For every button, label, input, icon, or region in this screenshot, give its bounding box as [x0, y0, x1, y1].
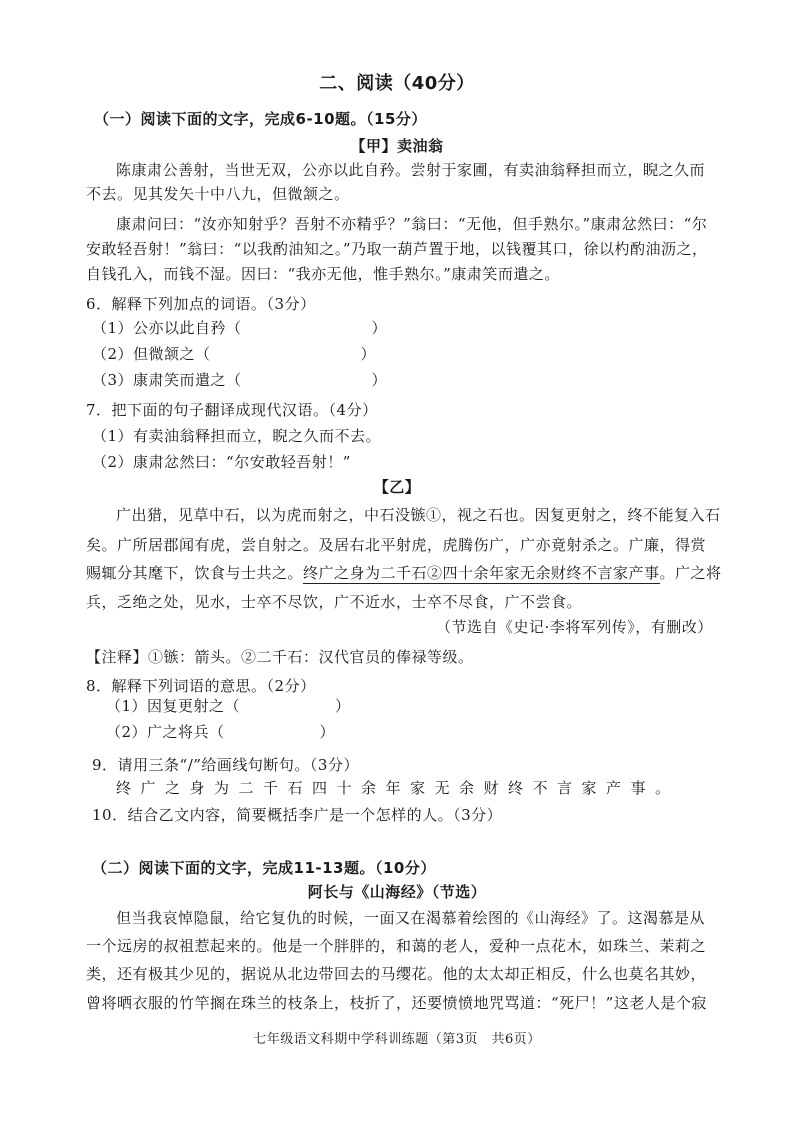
q6-item-2: （2）但微颔之（ ）	[92, 345, 377, 363]
part2-line-4: 曾将晒衣服的竹竿搁在珠兰的枝条上，枝折了，还要愤愤地咒骂道：“死尸！”这老人是个寂	[86, 994, 707, 1012]
yi-title: 【乙】	[373, 478, 421, 496]
part2-line-1: 但当我哀悼隐鼠，给它复仇的时候，一面又在渴慕着绘图的《山海经》了。这渴慕是从	[116, 909, 706, 927]
q8-item-2: （2）广之将兵（ ）	[106, 723, 336, 741]
question-8: 8．解释下列词语的意思。（2分）	[86, 677, 316, 695]
source-citation: （节选自《史记·李将军列传》，有删改）	[436, 618, 713, 636]
yi-line-2: 矣。广所居郡闻有虎，尝自射之。及居右北平射虎，虎腾伤广，广亦竟射杀之。广廉，得赏	[86, 536, 707, 554]
q6-item-1: （1）公亦以此自矜（ ）	[92, 319, 388, 337]
part2-title: 阿长与《山海经》（节选）	[307, 883, 487, 901]
part1-heading: （一）阅读下面的文字，完成6-10题。（15分）	[94, 110, 427, 128]
jia-line-3: 康肃问曰：“汝亦知射乎？吾射不亦精乎？”翁曰：“无他，但手熟尔。”康肃忿然曰：“尔	[116, 215, 708, 233]
q6-item-3: （3）康肃笑而遣之（ ）	[92, 371, 388, 389]
question-10: 10．结合乙文内容，简要概括李广是一个怎样的人。（3分）	[92, 806, 503, 824]
jia-title: 【甲】卖油翁	[350, 137, 444, 155]
jia-line-1: 陈康肃公善射，当世无双，公亦以此自矜。尝射于家圃，有卖油翁释担而立，睨之久而	[116, 161, 706, 179]
q8-item-1: （1）因复更射之（ ）	[106, 697, 351, 715]
q9-sentence: 终广之身为二千石四十余年家无余财终不言家产事。	[116, 779, 680, 797]
part2-line-2: 一个远房的叔祖惹起来的。他是一个胖胖的，和蔼的老人，爱种一点花木，如珠兰、茉莉之	[86, 937, 707, 955]
yi-line-1: 广出猎，见草中石，以为虎而射之，中石没镞①，视之石也。因复更射之，终不能复入石	[116, 506, 721, 524]
question-9: 9．请用三条“/”给画线句断句。（3分）	[92, 756, 359, 774]
q7-item-1: （1）有卖油翁释担而立，睨之久而不去。	[92, 427, 382, 445]
question-6: 6．解释下列加点的词语。（3分）	[86, 295, 316, 313]
jia-line-4: 安敢轻吾射！”翁曰：“以我酌油知之。”乃取一葫芦置于地，以钱覆其口，徐以杓酌油沥之，	[86, 240, 708, 258]
part2-heading: （二）阅读下面的文字，完成11-13题。（10分）	[92, 859, 436, 877]
section-title: 二、阅读（40分）	[319, 73, 475, 94]
yi-line-4: 兵，乏绝之处，见水，士卒不尽饮，广不近水，士卒不尽食，广不尝食。	[86, 593, 583, 611]
question-7: 7．把下面的句子翻译成现代汉语。（4分）	[86, 401, 378, 419]
part2-line-3: 类，还有极其少见的，据说从北边带回去的马缨花。他的太太却正相反，什么也莫名其妙，	[86, 965, 707, 983]
annotation-note: 【注释】①镞：箭头。②二千石：汉代官员的俸禄等级。	[86, 648, 474, 666]
jia-line-2: 不去。见其发矢十中八九，但微颔之。	[86, 185, 350, 203]
jia-line-5: 自钱孔入，而钱不湿。因曰：“我亦无他，惟手熟尔。”康肃笑而遣之。	[86, 265, 560, 283]
page-footer: 七年级语文科期中学科训练题（第3页 共6页）	[253, 1032, 541, 1047]
underlined-sentence: 终广之身为二千石②四十余年家无余财终不言家产事	[303, 564, 660, 582]
q7-item-2: （2）康肃忿然曰：“尔安敢轻吾射！”	[92, 453, 351, 471]
yi-line-3: 赐辄分其麾下，饮食与士共之。终广之身为二千石②四十余年家无余财终不言家产事。广之将	[86, 564, 722, 582]
